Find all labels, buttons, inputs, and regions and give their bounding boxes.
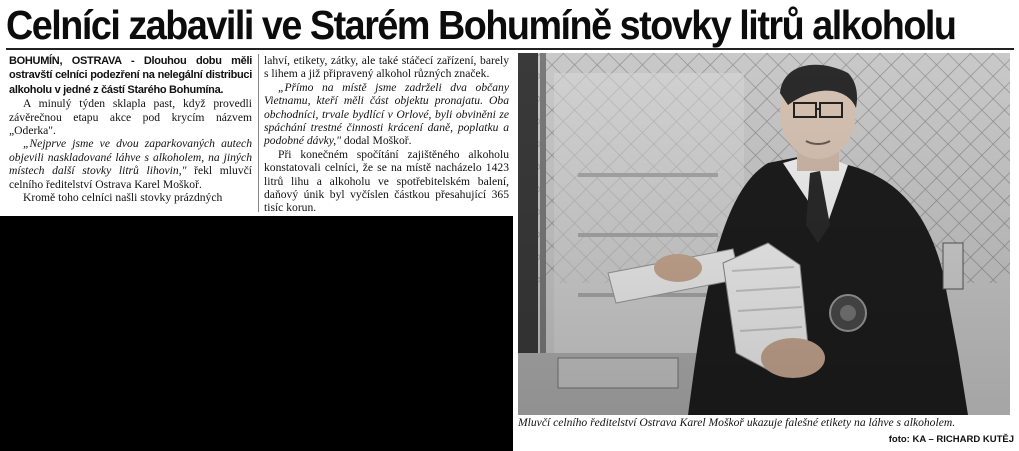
paragraph-5: Při konečném spočítání zajištěného alkoholu konstatovali celníci, že se na místě nacházelo 1423 litrů lihu a alkoholu ve spotřebitelském balení, daňový únik byl vyčíslen částkou přesahující 365 tisíc korun. (264, 147, 509, 215)
black-scan-area (0, 216, 513, 451)
paragraph-4-rest: dodal Moškoř. (343, 134, 412, 148)
quote-2: „Přímo na místě jsme zadrželi dva občany Vietnamu, kteří měli část objektu pronajatu. Oba obchodníci, trvale bydlící v Orlové, byli obviněni ze spáchání trestné činnosti krácení daně, poplatku a podobné dávky," (264, 80, 509, 148)
article-photo (518, 53, 1010, 415)
article-headline: Celníci zabavili ve Starém Bohumíně stovky litrů alkoholu (6, 2, 956, 48)
lead-paragraph (9, 54, 252, 97)
article-column-2 (264, 54, 509, 215)
paragraph-3: Kromě toho celníci našli stovky prázdných (23, 191, 223, 205)
paragraph-1: A minulý týden sklapla past, když provedli závěrečnou etapu akce pod krycím názvem „Oderka". (9, 97, 252, 138)
photo-caption: Mluvčí celního ředitelství Ostrava Karel Moškoř ukazuje falešné etikety na láhve s alkoholem. (518, 416, 956, 429)
column-divider (258, 54, 259, 212)
quote-1: „Nejprve jsme ve dvou zaparkovaných autech objevili naskladované láhve s alkoholem, na jiných místech další stovky litrů lihovin," (9, 137, 252, 178)
dateline: BOHUMÍN, OSTRAVA - (9, 55, 144, 67)
headline-rule (6, 48, 1014, 50)
photo-credit: foto: KA – RICHARD KUTĚJ (888, 434, 1014, 445)
photo-illustration (518, 53, 1010, 415)
paragraph-2-rest: řekl mluvčí celního ředitelství Ostrava Karel Moškoř. (9, 164, 252, 191)
paragraph-2 (9, 137, 252, 191)
article-column-1 (9, 54, 252, 204)
paragraph-3-continued: lahví, etikety, zátky, ale také stáčecí zařízení, barely s lihem a již připravený alkohol různých značek. (264, 54, 509, 81)
paragraph-4 (264, 81, 509, 148)
lead-text: Dlouhou dobu měli ostravští celníci podezření na nelegální distribuci alkoholu v jedné z částí Starého Bohumína. (9, 55, 252, 96)
